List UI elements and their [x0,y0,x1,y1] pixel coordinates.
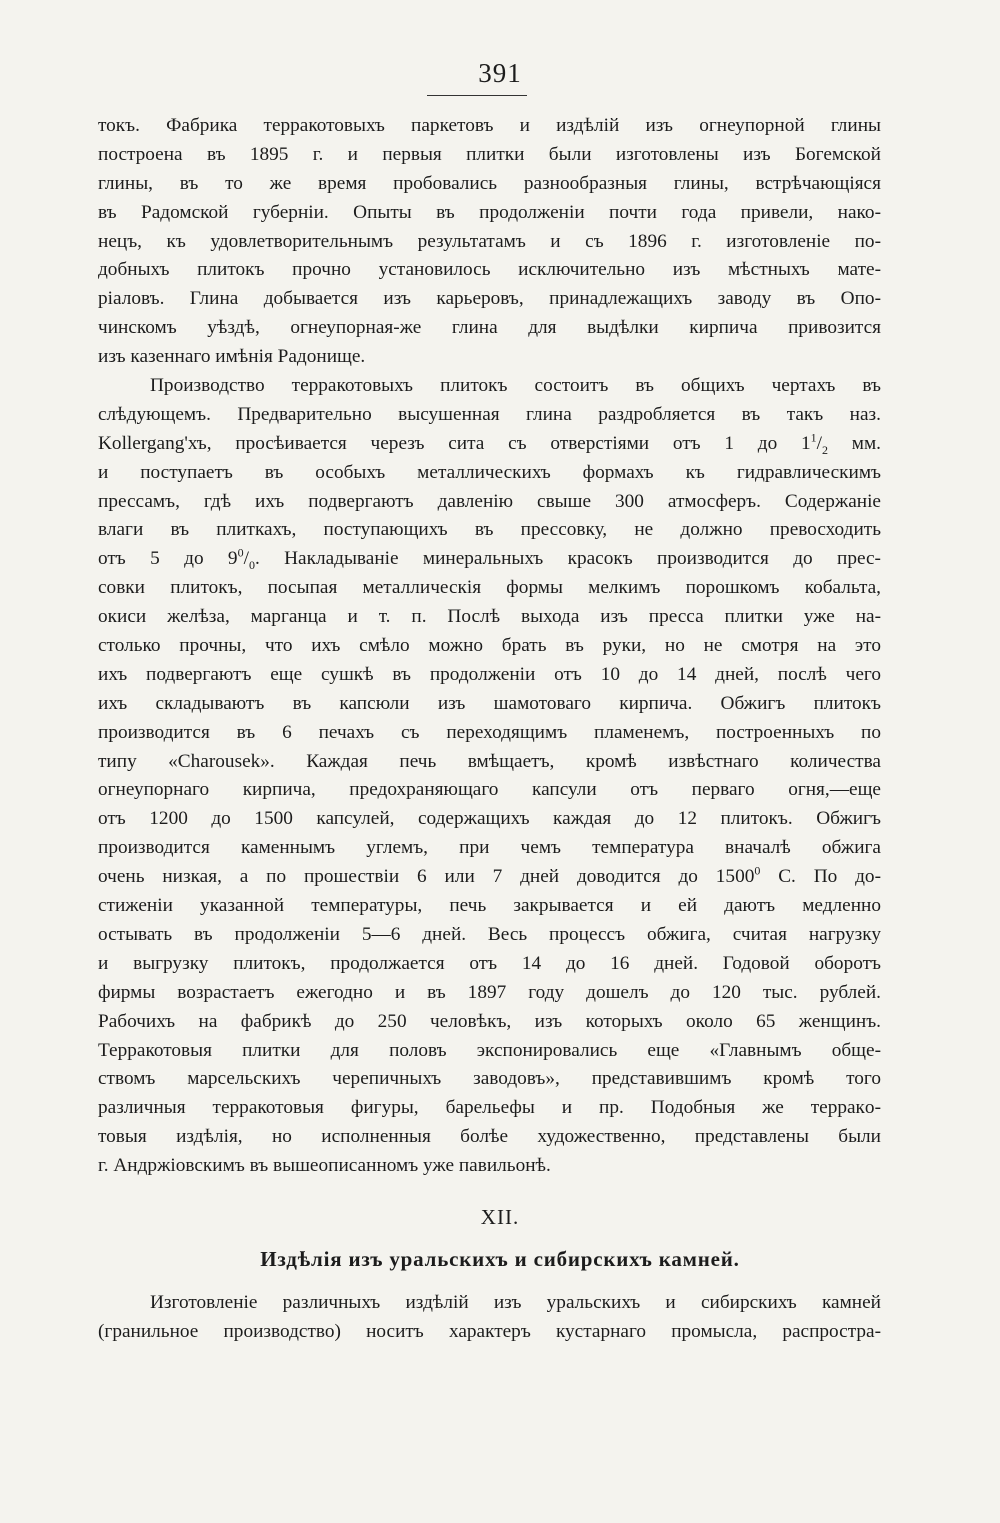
text-line: влаги въ плиткахъ, поступающихъ въ прессовку, не должно превосходить [98,519,881,541]
text-line: стиженіи указанной температуры, печь закрывается и ей даютъ медленно [98,895,881,917]
percent-slash: / [243,548,249,570]
text-line: ихъ складываютъ въ капсюли изъ шамотоваго кирпича. Обжигъ плитокъ [98,692,881,714]
line-text-end: . Накладываніе минеральныхъ красокъ производится до прес- [254,548,881,570]
text-line: ріаловъ. Глина добывается изъ карьеровъ, принадлежащихъ заводу въ Опо- [98,288,881,310]
line-text: очень низкая, а по прошествіи 6 или 7 дней доводится до 1500 [98,866,755,888]
text-line [98,545,881,574]
text-line: столько прочны, что ихъ смѣло можно брать въ руки, но не смотря на это [98,635,881,657]
page-number-rule [427,95,527,96]
text-line: совки плитокъ, посыпая металлическія формы мелкимъ порошкомъ кобальта, [98,577,881,599]
text-line: производится въ 6 печахъ съ переходящимъ пламенемъ, построенныхъ по [98,721,881,743]
text-line: слѣдующемъ. Предварительно высушенная глина раздробляется въ такъ наз. [98,403,881,425]
text-line: (гранильное производство) носитъ характеръ кустарнаго промысла, распростра- [98,1320,881,1342]
text-line [98,430,881,459]
text-line: типу «Charousek». Каждая печь вмѣщаетъ, кромѣ извѣстнаго количества [98,750,881,772]
text-line: и выгрузку плитокъ, продолжается отъ 14 до 16 дней. Годовой оборотъ [98,952,881,974]
text-line: Рабочихъ на фабрикѣ до 250 человѣкъ, изъ которыхъ около 65 женщинъ. [98,1010,881,1032]
text-line: нецъ, къ удовлетворительнымъ результатамъ и съ 1896 г. изготовленіе по- [98,230,881,252]
text-line: чинскомъ уѣздѣ, огнеупорная-же глина для выдѣлки кирпича привозится [98,317,881,339]
text-line: построена въ 1895 г. и первыя плитки были изготовлены изъ Богемской [98,143,881,165]
percent-top: 0 [237,545,244,560]
text-line: отъ 1200 до 1500 капсулей, содержащихъ каждая до 12 плитокъ. Обжигъ [98,808,881,830]
text-line: товыя издѣлія, но исполненныя болѣе художественно, представлены были [98,1126,881,1148]
line-text-end: С. По до- [760,866,881,888]
text-line: фирмы возрастаетъ ежегодно и въ 1897 году дошелъ до 120 тыс. рублей. [98,981,881,1003]
section-number: XII. [480,1205,520,1229]
text-line: въ Радомской губерніи. Опыты въ продолженіи почти года привели, нако- [98,201,881,223]
text-line: токъ. Фабрика терракотовыхъ паркетовъ и издѣлій изъ огнеупорной глины [98,115,881,136]
text-line [98,863,881,892]
fraction-denominator: 2 [822,442,829,457]
text-line: Производство терракотовыхъ плитокъ состоитъ въ общихъ чертахъ въ [150,375,881,397]
line-text: отъ 5 до 9 [98,548,238,570]
paragraph-3 [98,1289,881,1347]
line-text: Kollergang'хъ, просѣивается черезъ сита съ отверстіями отъ 1 до 1 [98,432,811,454]
text-line: Изготовленіе различныхъ издѣлій изъ уральскихъ и сибирскихъ камней [150,1292,881,1313]
paragraph-2 [98,372,881,1181]
text-line: изъ казеннаго имѣнія Радонище. [98,346,366,368]
body-text [98,112,881,1181]
text-line: Терракотовыя плитки для половъ экспонировались еще «Главнымъ обще- [98,1039,881,1061]
text-line: остывать въ продолженіи 5—6 дней. Весь процессъ обжига, считая нагрузку [98,923,881,945]
text-line: добныхъ плитокъ прочно установилось исключительно изъ мѣстныхъ мате- [98,259,881,281]
degree-mark: 0 [754,863,761,878]
text-line: производится каменнымъ углемъ, при чемъ температура вначалѣ обжига [98,837,881,859]
line-text-end: мм. [828,432,881,454]
text-line: окиси желѣза, марганца и т. п. Послѣ выхода изъ пресса плитки уже на- [98,606,881,628]
text-line: ихъ подвергаютъ еще сушкѣ въ продолженіи отъ 10 до 14 дней, послѣ чего [98,663,881,685]
text-line: и поступаетъ въ особыхъ металлическихъ формахъ къ гидравлическимъ [98,461,881,483]
text-line: прессамъ, гдѣ ихъ подвергаютъ давленію свыше 300 атмосферъ. Содержаніе [98,490,881,512]
page-number: 391 [478,58,522,88]
text-line: различныя терракотовыя фигуры, барельефы и пр. Подобныя же терракo- [98,1097,881,1119]
section-title: Издѣлія изъ уральскихъ и сибирскихъ камней. [260,1247,740,1271]
text-line: глины, въ то же время пробовались разнообразныя глины, встрѣчающіяся [98,172,881,194]
fraction-slash: / [816,432,823,454]
fraction-numerator: 1 [810,430,817,445]
text-line: г. Андржіовскимъ въ вышеописанномъ уже павильонѣ. [98,1155,551,1177]
text-line: огнеупорнаго кирпича, предохраняющаго капсули отъ перваго огня,—еще [98,779,881,801]
text-line: ствомъ марсельскихъ черепичныхъ заводовъ», представившимъ кромѣ того [98,1068,881,1090]
percent-bottom: 0 [248,558,255,573]
paragraph-1 [98,112,881,372]
